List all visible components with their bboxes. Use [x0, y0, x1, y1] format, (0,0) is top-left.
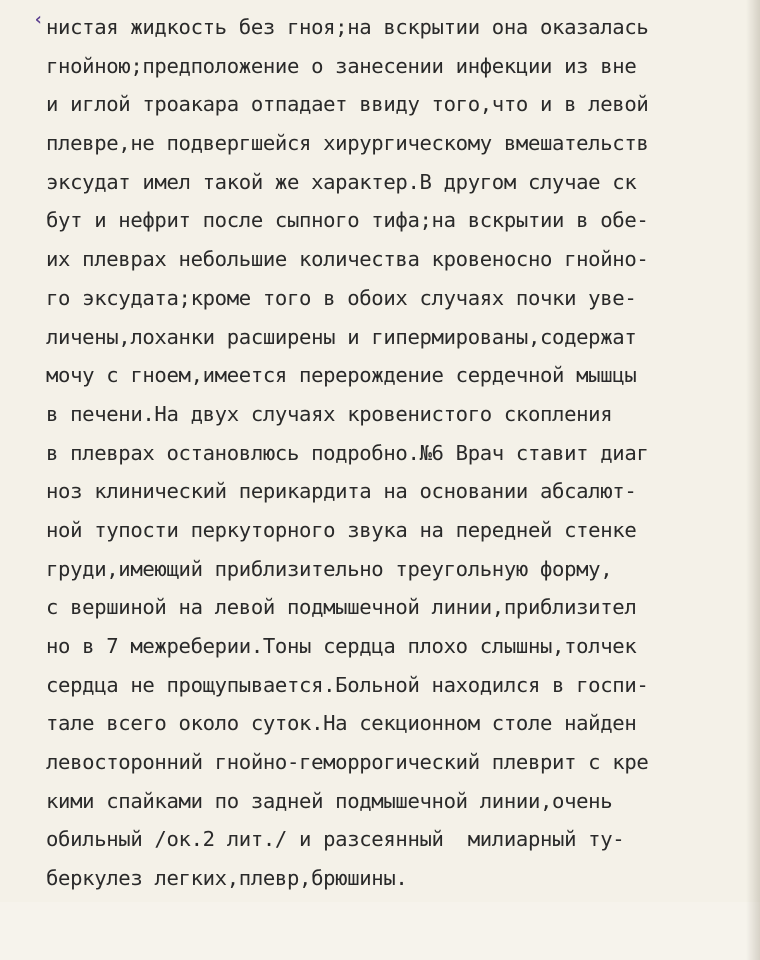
text-line: их плеврах небольшие количества кровеносно гнойно-: [46, 247, 649, 272]
text-line: груди,имеющий приблизительно треугольную форму,: [46, 556, 613, 581]
text-line: ноз клинический перикардита на основании абсалют-: [46, 479, 637, 504]
text-line: в плеврах остановлюсь подробно.№6 Врач ставит диаг: [46, 440, 649, 465]
text-line: с вершиной на левой подмышечной линии,приблизител: [46, 595, 637, 620]
text-line: ной тупости перкуторного звука на передней стенке: [46, 517, 637, 542]
text-line: личены,лоханки расширены и гипермированы,содержат: [46, 324, 637, 349]
text-line: го эксудата;кроме того в обоих случаях почки уве-: [46, 285, 637, 310]
page-edge-shadow: [746, 0, 760, 960]
text-line: плевре,не подвергшейся хирургическому вмешательств: [46, 131, 649, 156]
text-line: но в 7 межреберии.Тоны сердца плохо слышны,толчек: [46, 634, 637, 658]
text-line: левосторонний гнойно-геморрогический плеврит с кре: [46, 750, 649, 775]
text-line: кими спайками по задней подмышечной линии,очень: [46, 788, 613, 813]
text-line: обильный /ок.2 лит./ и разсеянный милиарный ту-: [46, 827, 625, 852]
text-line: мочу с гноем,имеется перерождение сердечной мышцы: [46, 363, 637, 388]
text-line: эксудат имел такой же характер.В другом случае ск: [46, 169, 637, 194]
text-line: и иглой троакара отпадает ввиду того,что и в левой: [46, 92, 649, 117]
text-line: сердца не прощупывается.Больной находился в госпи-: [46, 672, 649, 697]
text-line: в печени.На двух случаях кровенистого скопления: [46, 401, 613, 426]
typewritten-text: [46, 8, 760, 898]
text-line: нистая жидкость без гноя;на вскрытии она оказалась: [46, 15, 649, 39]
text-line: гнойною;предположение о занесении инфекции из вне: [46, 53, 637, 78]
margin-mark: ‹: [33, 9, 44, 30]
text-line: тале всего около суток.На секционном столе найден: [46, 711, 637, 736]
text-line: бут и нефрит после сыпного тифа;на вскрытии в обе-: [46, 208, 649, 233]
text-line: беркулез легких,плевр,брюшины.: [46, 866, 408, 891]
bottom-margin: [0, 902, 760, 960]
